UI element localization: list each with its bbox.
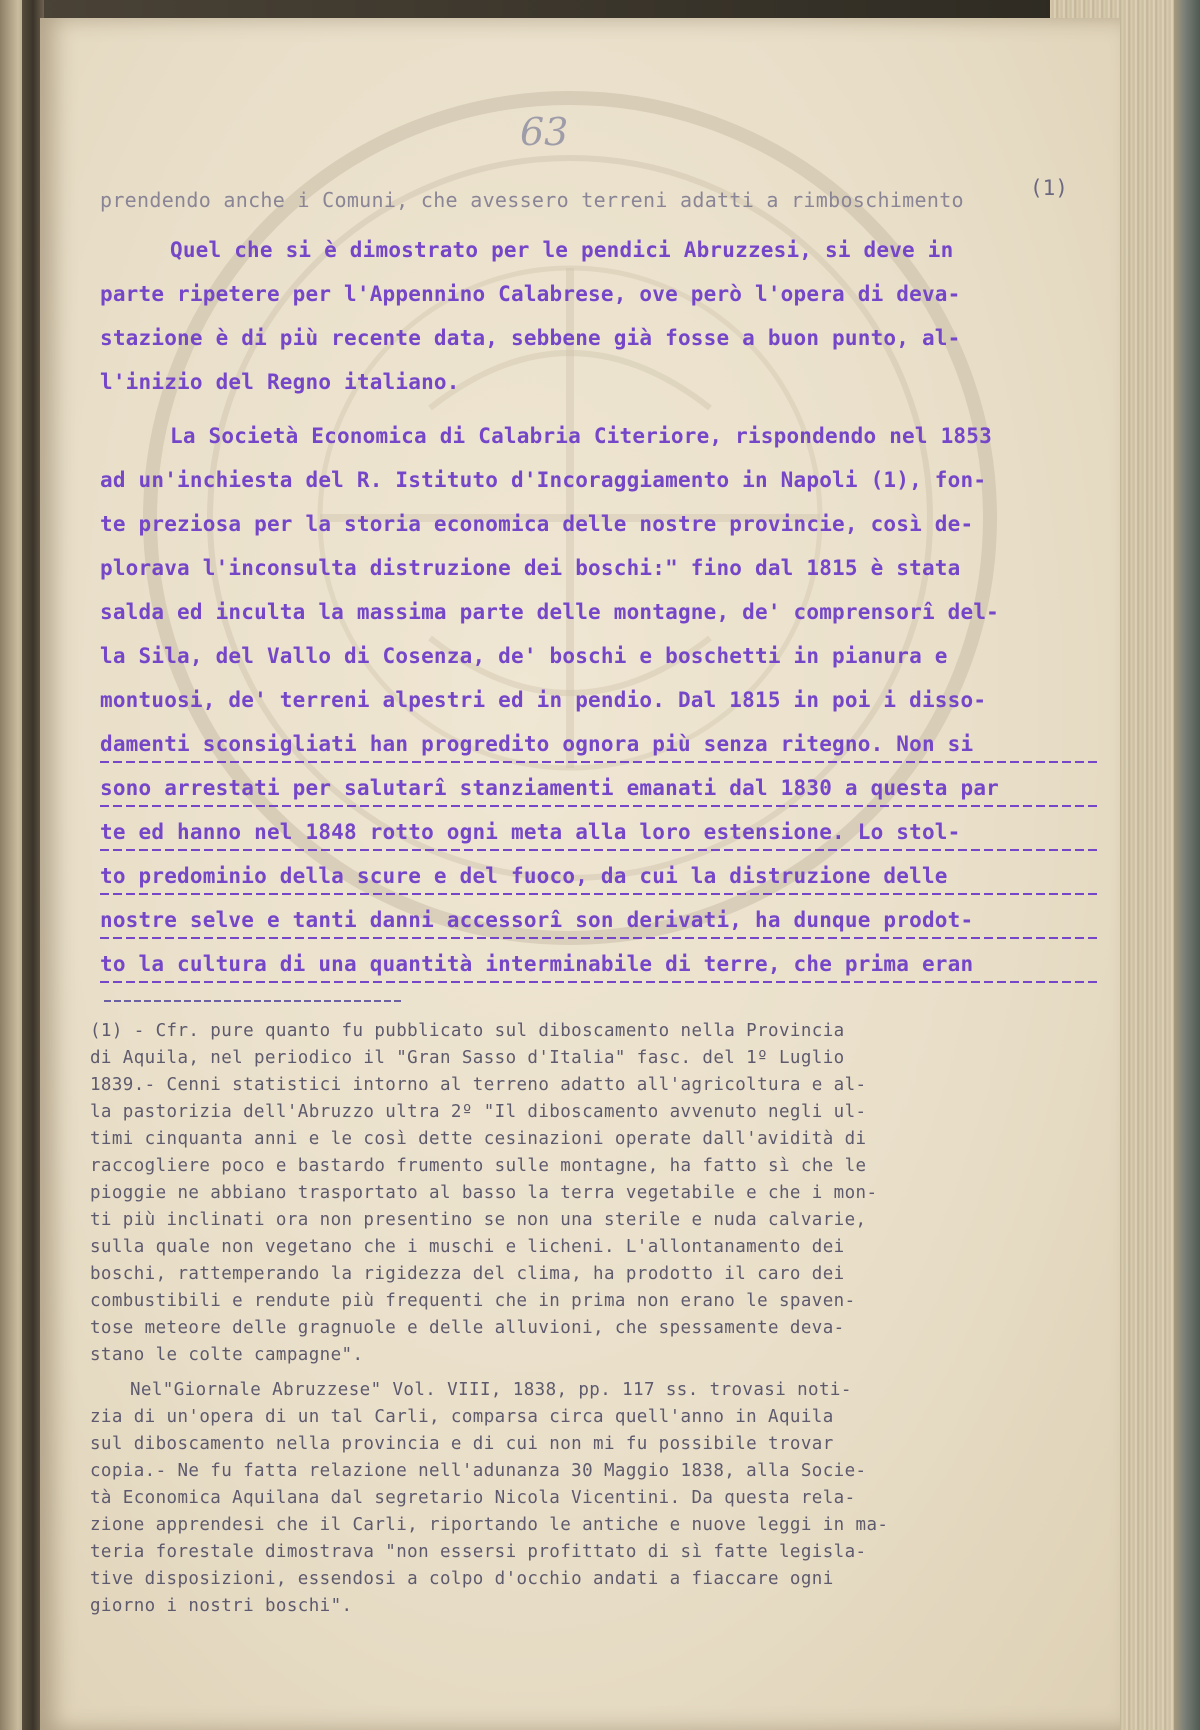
footnote-line: raccogliere poco e bastardo frumento sulle montagne, ha fatto sì che le — [90, 1156, 867, 1176]
footnote-line: sulla quale non vegetano che i muschi e licheni. L'allontanamento dei — [90, 1237, 845, 1257]
footnote-line: copia.- Ne fu fatta relazione nell'adunanza 30 Maggio 1838, alla Socie- — [90, 1461, 867, 1481]
footnote-line: stano le colte campagne". — [90, 1345, 364, 1365]
document-page — [40, 18, 1120, 1730]
footnote-line: Nel"Giornale Abruzzese" Vol. VIII, 1838, pp. 117 ss. trovasi noti- — [130, 1380, 852, 1400]
footnote-line: pioggie ne abbiano trasportato al basso la terra vegetabile e che i mon- — [90, 1183, 878, 1203]
footnote-line: zia di un'opera di un tal Carli, comparsa circa quell'anno in Aquila — [90, 1407, 834, 1427]
body-line: l'inizio del Regno italiano. — [100, 370, 460, 394]
footnote-line: sul diboscamento nella provincia e di cui non mi fu possibile trovar — [90, 1434, 834, 1454]
body-line: stazione è di più recente data, sebbene già fosse a buon punto, al- — [100, 326, 961, 350]
footnote-separator — [104, 1000, 404, 1002]
body-line: la Sila, del Vallo di Cosenza, de' boschi e boschetti in pianura e — [100, 644, 948, 668]
footnote-marker: (1) — [1030, 176, 1068, 200]
body-line-underlined: nostre selve e tanti danni accessorî son derivati, ha dunque prodot- — [100, 898, 1100, 942]
main-text — [100, 228, 1100, 986]
body-line-underlined: to predominio della scure e del fuoco, da cui la distruzione delle — [100, 854, 1100, 898]
body-line: salda ed inculta la massima parte delle montagne, de' comprensorî del- — [100, 600, 1000, 624]
footnote-line: (1) - Cfr. pure quanto fu pubblicato sul diboscamento nella Provincia — [90, 1021, 845, 1041]
page-number: 63 — [520, 110, 569, 154]
body-line: La Società Economica di Calabria Citeriore, rispondendo nel 1853 — [170, 424, 992, 448]
body-line-underlined: damenti sconsigliati han progredito ognora più senza ritegno. Non si — [100, 722, 1100, 766]
page-stack-shadow — [1174, 0, 1200, 1730]
footnote-line: ti più inclinati ora non presentino se non una sterile e nuda calvarie, — [90, 1210, 867, 1230]
body-line: parte ripetere per l'Appennino Calabrese, ove però l'opera di deva- — [100, 282, 961, 306]
body-line-underlined: to la cultura di una quantità interminabile di terre, che prima eran — [100, 942, 1100, 986]
footnote-line: la pastorizia dell'Abruzzo ultra 2º "Il diboscamento avvenuto negli ul- — [90, 1102, 867, 1122]
footnote-line: zione apprendesi che il Carli, riportando le antiche e nuove leggi in ma- — [90, 1515, 889, 1535]
body-line-underlined: te ed hanno nel 1848 rotto ogni meta alla loro estensione. Lo stol- — [100, 810, 1100, 854]
footnote-line: combustibili e rendute più frequenti che in prima non erano le spaven- — [90, 1291, 856, 1311]
body-line: ad un'inchiesta del R. Istituto d'Incoraggiamento in Napoli (1), fon- — [100, 468, 987, 492]
footnote-line: boschi, rattemperando la rigidezza del clima, ha prodotto il caro dei — [90, 1264, 845, 1284]
footnote-line: giorno i nostri boschi". — [90, 1596, 353, 1616]
body-line-underlined: sono arrestati per salutarî stanziamenti emanati dal 1830 a questa par — [100, 766, 1100, 810]
body-line: montuosi, de' terreni alpestri ed in pendio. Dal 1815 in poi i disso- — [100, 688, 987, 712]
footnote-line: 1839.- Cenni statistici intorno al terreno adatto all'agricoltura e al- — [90, 1075, 867, 1095]
footnote-line: tà Economica Aquilana dal segretario Nicola Vicentini. Da questa rela- — [90, 1488, 856, 1508]
footnote-line: timi cinquanta anni e le così dette cesinazioni operate dall'avidità di — [90, 1129, 867, 1149]
body-line: te preziosa per la storia economica delle nostre provincie, così de- — [100, 512, 974, 536]
footnotes — [90, 1018, 1100, 1620]
footnote-line: di Aquila, nel periodico il "Gran Sasso d'Italia" fasc. del 1º Luglio — [90, 1048, 845, 1068]
continuation-line: prendendo anche i Comuni, che avessero terreni adatti a rimboschimento — [100, 188, 964, 212]
footnote-line: teria forestale dimostrava "non essersi profittato di sì fatte legisla- — [90, 1542, 867, 1562]
body-line: Quel che si è dimostrato per le pendici Abruzzesi, si deve in — [170, 238, 954, 262]
footnote-line: tive disposizioni, essendosi a colpo d'occhio andati a fiaccare ogni — [90, 1569, 834, 1589]
body-line: plorava l'inconsulta distruzione dei boschi:" fino dal 1815 è stata — [100, 556, 961, 580]
footnote-line: tose meteore delle gragnuole e delle alluvioni, che spessamente deva- — [90, 1318, 845, 1338]
